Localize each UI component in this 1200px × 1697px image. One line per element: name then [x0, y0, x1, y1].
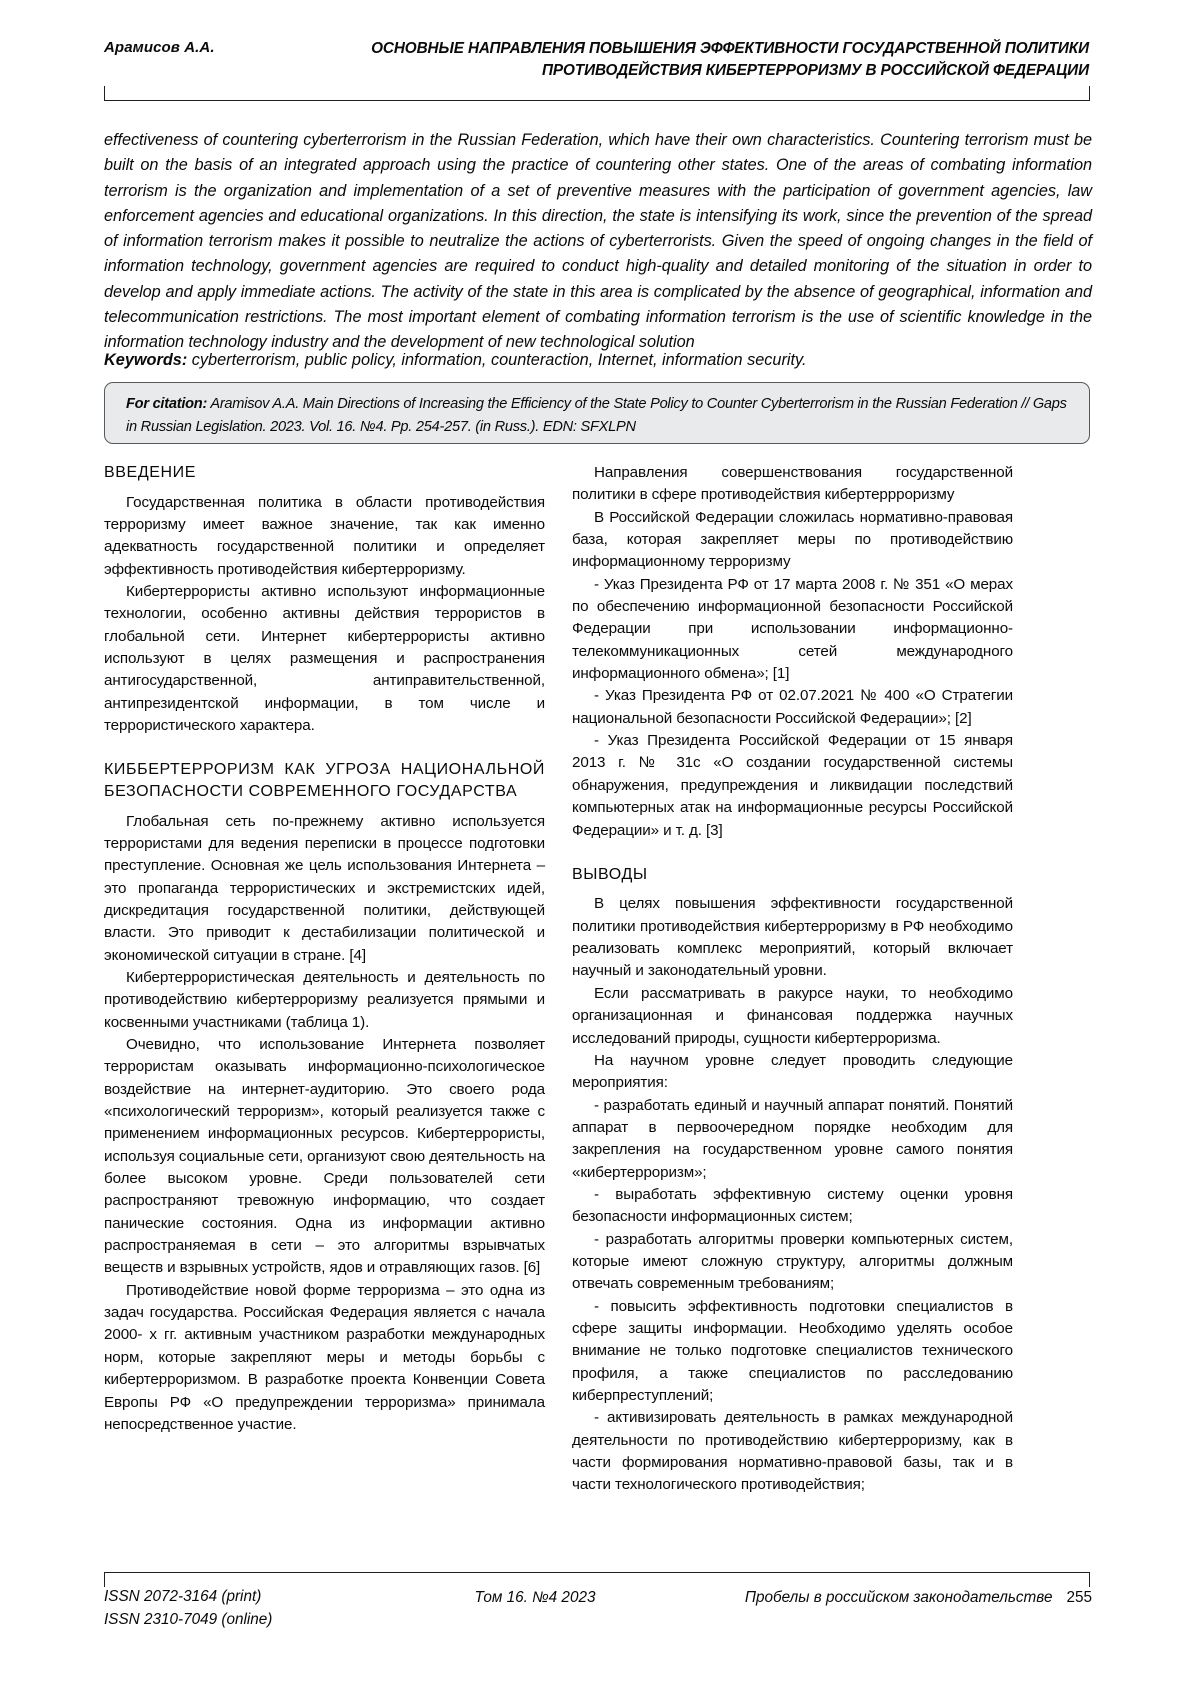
paragraph: Кибертеррористическая деятельность и деятельность по противодействию кибертерроризму реализуется прямыми и косвенными участниками (таблица 1). — [104, 968, 545, 1031]
issn-block — [104, 1586, 404, 1632]
citation-text — [126, 393, 1070, 438]
running-title: ОСНОВНЫЕ НАПРАВЛЕНИЯ ПОВЫШЕНИЯ ЭФФЕКТИВНОСТИ ГОСУДАРСТВЕННОЙ ПОЛИТИКИ ПРОТИВОДЕЙСТВИЯ КИБЕРТЕРРОРИЗМУ В РОССИЙСКОЙ ФЕДЕРАЦИИ — [371, 40, 1089, 80]
list-item: - Указ Президента РФ от 17 марта 2008 г. № 351 «О мерах по обеспечению информационной безопасности Российской Федерации при использовании информационно-телекоммуникационных сетей международного информационного обмена»; [1] — [572, 575, 1013, 683]
running-author: Арамисов А.А. — [104, 39, 215, 56]
issn-print: ISSN 2072-3164 (print) — [104, 1588, 262, 1605]
paragraph: Противодействие новой форме терроризма – это одна из задач государства. Российская Федерация является с начала 2000- х гг. активным участником разработки международных норм, которые закрепляют меры и методы борьбы с кибертерроризмом. В разработке проекта Конвенции Совета Европы РФ «О предупреждении терроризма» принимала непосредственное участие. — [104, 1281, 545, 1433]
header-rule — [104, 100, 1089, 101]
header-rule-tick-right — [1089, 86, 1090, 101]
paragraph: Глобальная сеть по-прежнему активно используется террористами для ведения переписки в процессе подготовки преступление. Основная же цель использования Интернета – это пропаганда террористических и экстремистских идей, дискредитация государственной политики, действующей власти. Это приводит к дестабилизации политической и экономической ситуации в стране. [4] — [104, 812, 545, 964]
section-heading-introduction: ВВЕДЕНИЕ — [104, 464, 197, 481]
paragraph: В Российской Федерации сложилась нормативно-правовая база, которая закрепляет меры по противодействию информационному терроризму — [572, 508, 1013, 571]
issn-online: ISSN 2310-7049 (online) — [104, 1610, 273, 1628]
section-heading-cyberterrorism-threat: КИББЕРТЕРРОРИЗМ КАК УГРОЗА НАЦИОНАЛЬНОЙ БЕЗОПАСНОСТИ СОВРЕМЕННОГО ГОСУДАРСТВА — [104, 761, 545, 800]
right-column — [572, 462, 1013, 1497]
page-number: 255 — [1066, 1589, 1092, 1606]
paragraph: Очевидно, что использование Интернета позволяет террористам оказывать информационно-психологическое воздействие на интернет-аудиторию. Это своего рода «психологический терроризм», который реализуется также с применением информационных ресурсов. Кибертеррористы, используя социальные сети, организуют свою деятельность на более высоком уровне. Среди пользователей сети распространяют тревожную информацию, что создает панические состояния. Одна из информации активно распространяемая в сети – это алгоритмы взрывчатых веществ и взрывных устройств, ядов и отравляющих газов. [6] — [104, 1036, 546, 1277]
section-heading-conclusions: ВЫВОДЫ — [572, 865, 648, 883]
paragraph: Если рассматривать в ракурсе науки, то необходимо организационная и финансовая поддержка научных исследований природы, сущности кибертерроризма. — [572, 984, 1013, 1047]
journal-name-block — [666, 1586, 1092, 1610]
abstract-text: effectiveness of countering cyberterrorism in the Russian Federation, which have their own characteristics. Countering terrorism must be built on the basis of an integrated approach using the practice of countering other states. One of the areas of combating information terrorism is the organization and implementation of a set of preventive measures with the participation of government agencies, law enforcement agencies and educational organizations. In this direction, the state is intensifying its work, since the prevention of the spread of information terrorism makes it possible to neutralize the actions of cyberterrorists. Given the speed of ongoing changes in the field of information technology, government agencies are required to conduct high-quality and detailed monitoring of the situation in order to develop and apply immediate actions. The activity of the state in this area is complicated by the absence of geographical, information and telecommunication restrictions. The most important element of combating information terrorism is the use of scientific knowledge in the information technology industry and the development of new technological solution — [104, 131, 1092, 351]
list-item: - Указ Президента Российской Федерации от 15 января 2013 г. № 31с «О создании государственной системы обнаружения, предупреждения и ликвидации последствий компьютерных атак на информационные ресурсы Российской Федерации» и т. д. [3] — [572, 732, 1013, 839]
list-item: - повысить эффективность подготовки специалистов в сфере защиты информации. Необходимо уделять особое внимание не только подготовке специалистов технического профиля, а также специалистов по расследованию киберпреступлений; — [572, 1297, 1013, 1404]
paragraph: В целях повышения эффективности государственной политики противодействия кибертерроризму в РФ необходимо реализовать комплекс мероприятий, который включает научный и законодательный уровни. — [572, 895, 1013, 980]
keywords-line — [104, 348, 1092, 372]
paragraph: Направления совершенствования государственной политики в сфере противодействия кибертеррроризму — [572, 464, 1013, 504]
list-item: - выработать эффективную систему оценки уровня безопасности информационных систем; — [572, 1185, 1013, 1226]
header-rule-tick-left — [104, 86, 105, 101]
keywords-text: cyberterrorism, public policy, information, counteraction, Internet, information security. — [187, 351, 807, 369]
paragraph: На научном уровне следует проводить следующие мероприятия: — [572, 1051, 1013, 1092]
citation-body: Aramisov A.A. Main Directions of Increasing the Efficiency of the State Policy to Counter Cyberterrorism in the Russian Federation // Gaps in Russian Legislation. 2023. Vol. 16. №4. Pp. 254-257. (in Russ.). EDN: SFXLPN — [126, 396, 1067, 435]
footer-rule-tick-left — [104, 1572, 105, 1587]
list-item: - разработать алгоритмы проверки компьютерных систем, которые имеют сложную структуру, алгоритмы должным отвечать современным требованиям; — [572, 1230, 1013, 1293]
list-item: - Указ Президента РФ от 02.07.2021 № 400 «О Стратегии национальной безопасности Российской Федерации»; [2] — [572, 687, 1013, 727]
journal-name: Пробелы в российском законодательстве — [744, 1589, 1053, 1606]
list-item: - активизировать деятельность в рамках международной деятельности по противодействию кибертерроризму, как в части формирования нормативно-правовой базы, так и в части технологического противодействия; — [572, 1409, 1013, 1494]
citation-label: For citation: — [126, 396, 208, 412]
left-column — [104, 462, 545, 1436]
footer-rule-tick-right — [1089, 1572, 1090, 1587]
keywords-label: Keywords: — [104, 351, 188, 369]
list-item: - разработать единый и научный аппарат понятий. Понятий аппарат в первоочередном порядке необходим для закрепления на государственном уровне самого понятия «кибертерроризм»; — [572, 1096, 1013, 1181]
paragraph: Государственная политика в области противодействия терроризму имеет важное значение, так как именно адекватность государственной политики и определяет эффективность противодействия кибертерроризму. — [104, 493, 545, 578]
paragraph: Кибертеррористы активно используют информационные технологии, особенно активны действия террористов в глобальной сети. Интернет кибертеррористы активно используют в целях размещения и распространения антигосударственной, антиправительственной, антипрезидентской информации, в том числе и террористического характера. — [104, 582, 545, 735]
page-footer — [104, 1586, 1092, 1632]
footer-rule — [104, 1572, 1089, 1573]
volume-info: Том 16. №4 2023 — [474, 1589, 596, 1606]
page-header — [104, 38, 1089, 83]
